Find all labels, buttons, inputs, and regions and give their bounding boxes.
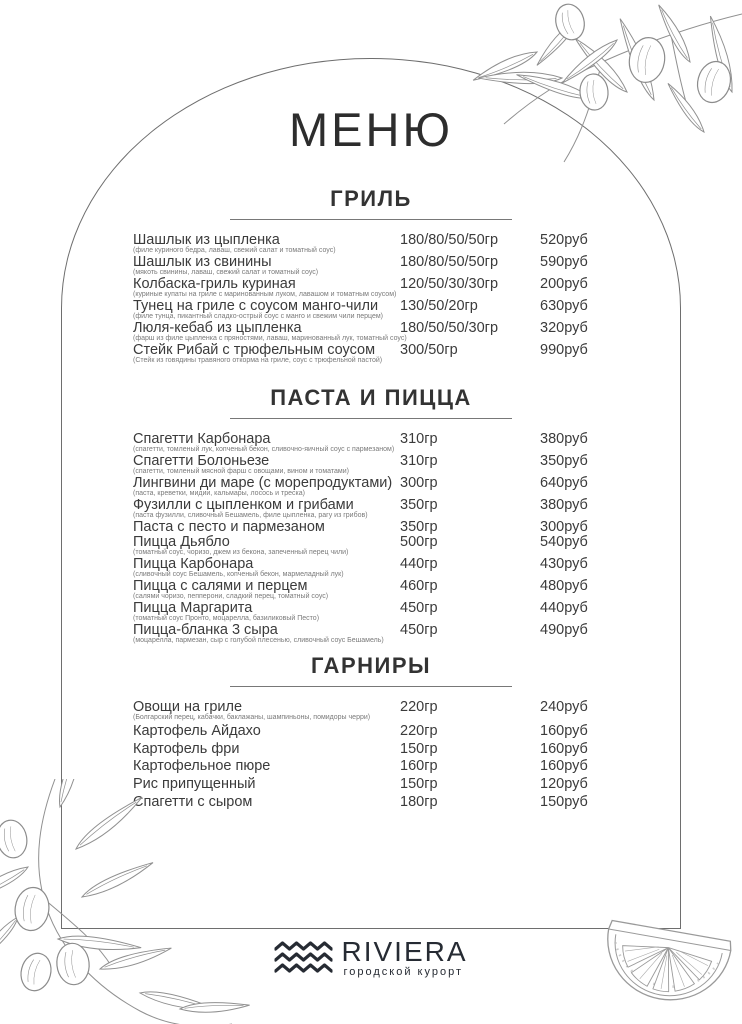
item-weight: 130/50/20гр (400, 297, 478, 314)
item-weight: 150гр (400, 740, 438, 757)
menu-item (133, 759, 633, 774)
menu-item (133, 343, 633, 365)
item-name-cell (133, 601, 400, 623)
item-description: (салями чоризо, пепперони, сладкий перец, томатный соус) (133, 593, 329, 601)
item-weight: 160гр (400, 758, 438, 775)
item-weight: 300гр (400, 474, 438, 491)
item-weight: 180гр (400, 793, 438, 810)
menu-item (133, 277, 633, 299)
item-name-cell (133, 454, 400, 476)
item-price: 160руб (540, 723, 588, 740)
item-price: 150руб (540, 793, 588, 810)
item-name: Пицца Маргарита (133, 599, 253, 616)
menu-item (133, 535, 633, 557)
item-price: 200руб (540, 275, 588, 292)
menu-item (133, 233, 633, 255)
item-name: Спагетти с сыром (133, 793, 253, 810)
item-description: (паста, креветки, мидии, кальмары, лосось и треска) (133, 490, 305, 498)
section-title: ГРИЛЬ (330, 185, 412, 211)
item-name: Овощи на гриле (133, 698, 243, 715)
item-weight: 180/80/50/50гр (400, 231, 499, 248)
section-title: ГАРНИРЫ (310, 652, 432, 678)
item-weight: 310гр (400, 430, 438, 447)
item-name-cell (133, 319, 407, 343)
item-description: (паста фузилли, сливочный Бешамель, филе цыпленка, рагу из грибов) (133, 512, 368, 520)
brand-name: RIVIERA (341, 936, 468, 967)
item-weight: 120/50/30/30гр (400, 275, 499, 292)
item-name: Тунец на гриле с соусом манго-чили (133, 297, 379, 314)
menu-item (133, 454, 633, 476)
item-price: 430руб (540, 555, 588, 572)
item-weight: 310гр (400, 452, 438, 469)
menu-item (133, 601, 633, 623)
brand-text (341, 938, 467, 978)
item-name-cell (133, 277, 400, 299)
item-name: Пицца с салями и перцем (133, 577, 308, 594)
item-description: (томатный соус, чоризо, джем из бекона, запеченный перец чили) (133, 549, 349, 557)
item-weight: 450гр (400, 621, 438, 638)
menu-content (61, 58, 681, 812)
item-name: Пицца-бланка 3 сыра (133, 621, 278, 638)
item-name-cell (133, 476, 400, 498)
item-name-cell (133, 623, 400, 645)
item-name-cell (133, 299, 400, 321)
brand-logo (274, 938, 467, 978)
item-name: Картофель фри (133, 740, 240, 757)
item-name: Стейк Рибай с трюфельным соусом (133, 341, 376, 358)
item-price: 300руб (540, 518, 588, 535)
item-name: Паста с песто и пармезаном (133, 518, 325, 535)
item-weight: 500гр (400, 533, 438, 550)
menu-item (133, 700, 633, 722)
item-name: Люля-кебаб из цыпленка (133, 319, 302, 336)
menu-item (133, 299, 633, 321)
item-name: Картофель Айдахо (133, 723, 261, 740)
item-price: 160руб (540, 740, 588, 757)
section-items (133, 432, 633, 645)
item-price: 590руб (540, 253, 588, 270)
item-price: 990руб (540, 341, 588, 358)
item-name: Спагетти Болоньезе (133, 452, 270, 469)
menu-item (133, 623, 633, 645)
item-name: Колбаска-гриль куриная (133, 275, 296, 292)
item-weight: 180/80/50/50гр (400, 253, 499, 270)
menu-section (61, 385, 681, 645)
item-price: 380руб (540, 430, 588, 447)
item-weight: 150гр (400, 776, 438, 793)
item-name: Рис припущенный (133, 776, 256, 793)
item-name: Спагетти Карбонара (133, 430, 271, 447)
item-name-cell (133, 700, 400, 722)
item-name-cell (133, 255, 400, 277)
item-description: (спагетти, томленый лук, копченый бекон, сливочно-яичный соус с пармезаном) (133, 446, 395, 454)
item-name: Пицца Карбонара (133, 555, 254, 572)
menu-item (133, 476, 633, 498)
menu-item (133, 742, 633, 757)
item-price: 440руб (540, 599, 588, 616)
item-weight: 220гр (400, 723, 438, 740)
olive-branch-icon (0, 779, 260, 1024)
item-name-cell (133, 557, 400, 579)
item-weight: 350гр (400, 518, 438, 535)
item-price: 350руб (540, 452, 588, 469)
item-price: 160руб (540, 758, 588, 775)
item-description: (сливочный соус Бешамель, копченый бекон, мармеладный лук) (133, 571, 344, 579)
lemon-slice-icon (607, 885, 742, 1010)
item-price: 630руб (540, 297, 588, 314)
section-divider (230, 686, 512, 687)
item-price: 120руб (540, 776, 588, 793)
item-weight: 220гр (400, 698, 438, 715)
brand-tagline: городской курорт (343, 966, 464, 978)
item-weight: 350гр (400, 496, 438, 513)
item-name-cell (133, 724, 400, 739)
item-weight: 440гр (400, 555, 438, 572)
section-divider (230, 418, 512, 419)
item-description: (куриные купаты на гриле с маринованным луком, лавашом и томатным соусом) (133, 291, 397, 299)
item-description: (Стейк из говядины травяного откорма на гриле, соус с трюфельной пастой) (133, 357, 383, 365)
item-name-cell (133, 233, 400, 255)
waves-icon (274, 941, 332, 975)
item-name: Шашлык из цыпленка (133, 231, 280, 248)
item-name-cell (133, 520, 400, 535)
item-name: Фузилли с цыпленком и грибами (133, 496, 354, 513)
item-price: 380руб (540, 496, 588, 513)
menu-item (133, 724, 633, 739)
item-description: (томатный соус Пронто, моцарелла, базиликовый Песто) (133, 615, 320, 623)
menu-item (133, 255, 633, 277)
item-price: 490руб (540, 621, 588, 638)
item-weight: 460гр (400, 577, 438, 594)
menu-item (133, 579, 633, 601)
menu-item (133, 498, 633, 520)
section-items (133, 233, 633, 365)
item-description: (мякоть свинины, лаваш, свежий салат и томатный соус) (133, 269, 319, 277)
item-description: (филе тунца, пикантный сладко-острый соус с манго и свежим чили перцем) (133, 313, 384, 321)
item-weight: 300/50гр (400, 341, 458, 358)
item-name-cell (133, 742, 400, 757)
item-description: (Болгарский перец, кабачки, баклажаны, шампиньоны, помидоры черри) (133, 714, 371, 722)
item-price: 520руб (540, 231, 588, 248)
item-price: 540руб (540, 533, 588, 550)
item-name: Пицца Дьябло (133, 533, 230, 550)
item-description: (моцарелла, пармезан, сыр с голубой плесенью, сливочный соус Бешамель) (133, 637, 384, 645)
menu-item (133, 520, 633, 535)
item-price: 480руб (540, 577, 588, 594)
item-weight: 450гр (400, 599, 438, 616)
item-description: (филе куриного бедра, лаваш, свежий салат и томатный соус) (133, 247, 336, 255)
sections-container (61, 186, 681, 810)
item-name-cell (133, 535, 400, 557)
item-name: Лингвини ди маре (с морепродуктами) (133, 474, 393, 491)
item-name-cell (133, 759, 400, 774)
section-title: ПАСТА И ПИЦЦА (270, 384, 472, 410)
item-price: 640руб (540, 474, 588, 491)
item-description: (спагетти, томленый мясной фарш с овощами, вином и томатами) (133, 468, 349, 476)
menu-item (133, 557, 633, 579)
menu-section (61, 186, 681, 365)
item-name: Картофельное пюре (133, 758, 271, 775)
item-price: 320руб (540, 319, 588, 336)
menu-item (133, 321, 633, 343)
item-name-cell (133, 432, 400, 454)
item-name-cell (133, 498, 400, 520)
item-name-cell (133, 579, 400, 601)
item-description: (фарш из филе цыпленка с пряностями, лаваш, маринованный лук, томатный соус) (133, 335, 407, 343)
section-divider (230, 219, 512, 220)
item-name-cell (133, 343, 400, 365)
item-price: 240руб (540, 698, 588, 715)
page-title: МЕНЮ (289, 103, 453, 156)
item-name: Шашлык из свинины (133, 253, 272, 270)
item-weight: 180/50/50/30гр (400, 319, 499, 336)
menu-item (133, 432, 633, 454)
